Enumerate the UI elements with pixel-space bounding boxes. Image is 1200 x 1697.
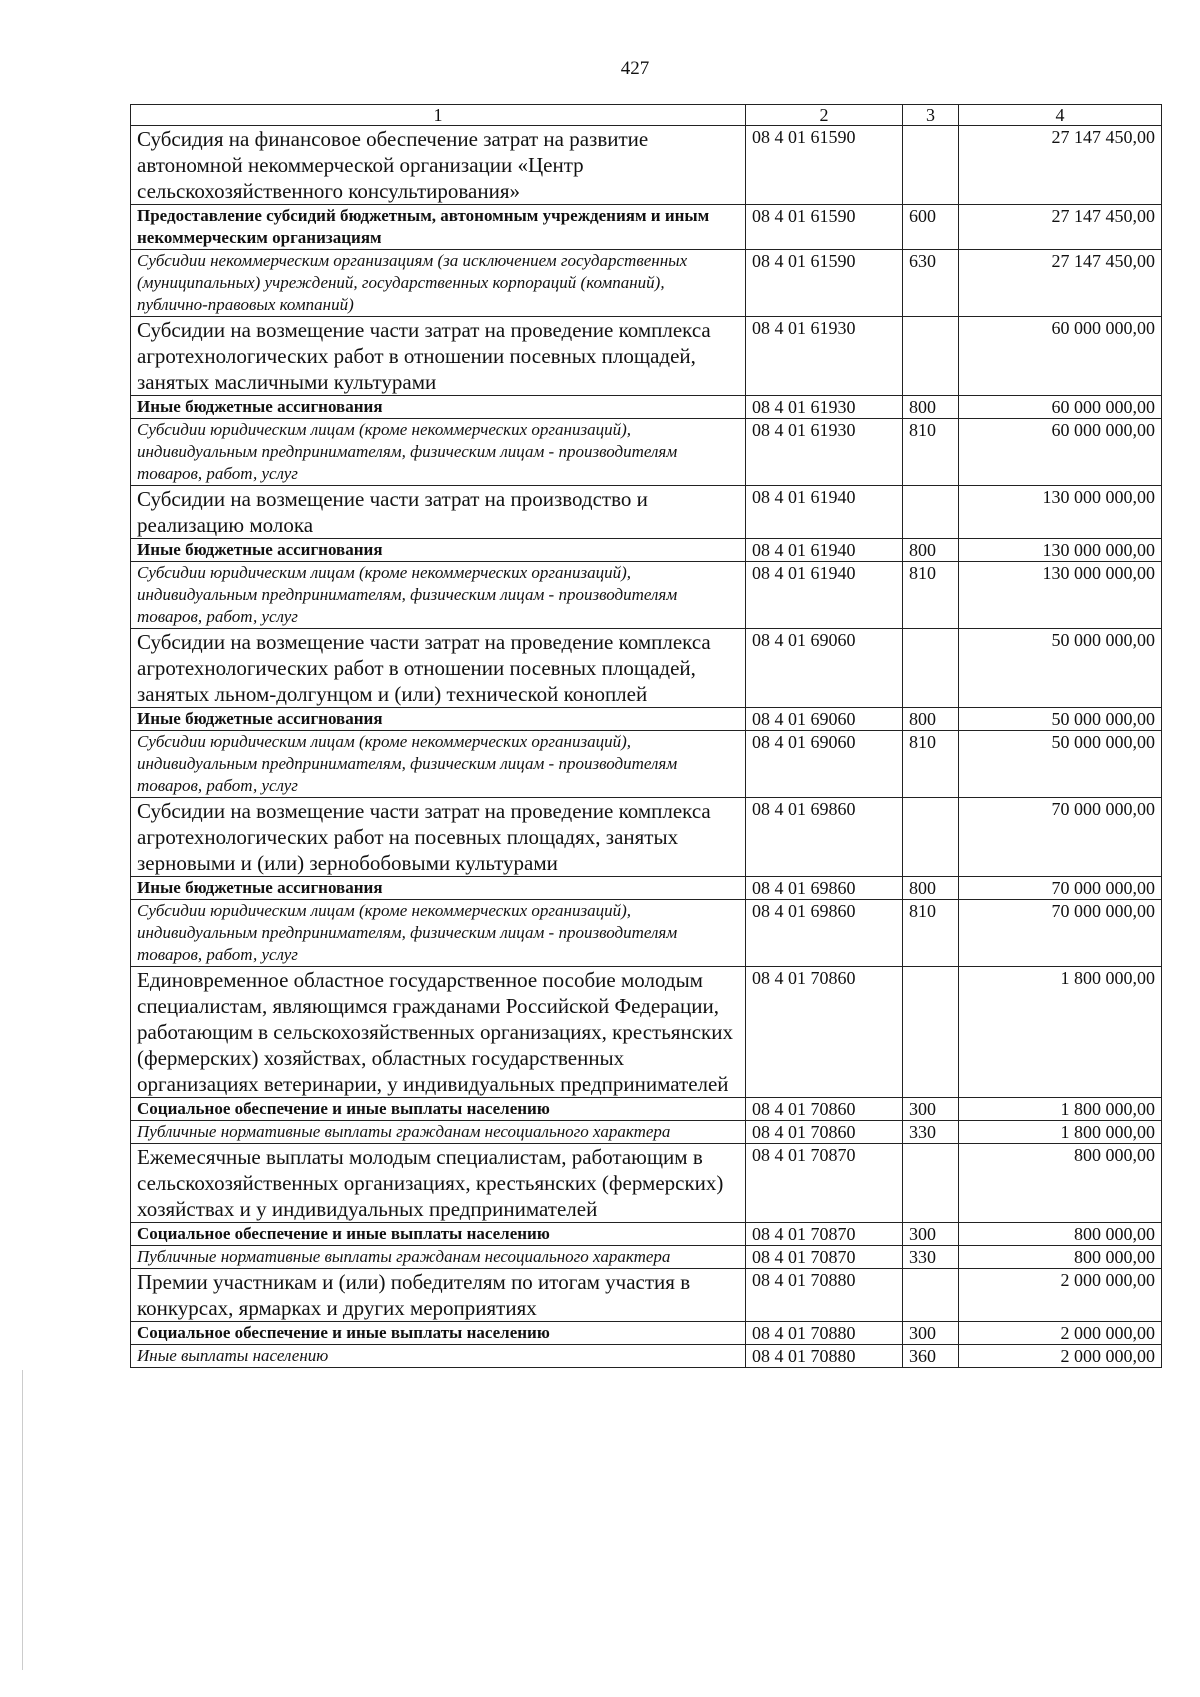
table-row — [131, 798, 1162, 877]
row-name-cell: Иные бюджетные ассигнования — [131, 539, 746, 562]
row-kind-cell — [903, 629, 959, 708]
row-name-cell: Субсидии на возмещение части затрат на проведение комплекса агротехнологических работ в отношении посевных площадей, занятых масличными культурами — [131, 317, 746, 396]
table-row — [131, 396, 1162, 419]
row-amount-cell: 70 000 000,00 — [959, 900, 1162, 967]
row-amount-cell: 130 000 000,00 — [959, 562, 1162, 629]
row-kind-cell: 810 — [903, 419, 959, 486]
row-kind-cell — [903, 967, 959, 1098]
row-name-cell: Субсидии на возмещение части затрат на проведение комплекса агротехнологических работ в отношении посевных площадей, занятых льном-долгунцом и (или) технической коноплей — [131, 629, 746, 708]
row-name-cell: Публичные нормативные выплаты гражданам несоциального характера — [131, 1121, 746, 1144]
row-name-cell: Предоставление субсидий бюджетным, автономным учреждениям и иным некоммерческим организациям — [131, 205, 746, 250]
row-kind-cell — [903, 1269, 959, 1322]
row-name-cell: Субсидии юридическим лицам (кроме некоммерческих организаций), индивидуальным предпринимателям, физическим лицам - производителям товаров, работ, услуг — [131, 562, 746, 629]
row-name-cell: Социальное обеспечение и иные выплаты населению — [131, 1223, 746, 1246]
column-header-name: 1 — [131, 105, 746, 126]
table-row — [131, 1269, 1162, 1322]
row-code-cell: 08 4 01 69060 — [746, 629, 903, 708]
row-code-cell: 08 4 01 70860 — [746, 1121, 903, 1144]
row-amount-cell: 800 000,00 — [959, 1223, 1162, 1246]
table-row — [131, 1121, 1162, 1144]
table-row — [131, 419, 1162, 486]
row-name-cell: Субсидии некоммерческим организациям (за исключением государственных (муниципальных) учреждений, государственных корпораций (компаний), публично-правовых компаний) — [131, 250, 746, 317]
row-amount-cell: 130 000 000,00 — [959, 486, 1162, 539]
row-kind-cell: 800 — [903, 708, 959, 731]
row-amount-cell: 50 000 000,00 — [959, 731, 1162, 798]
row-code-cell: 08 4 01 61940 — [746, 539, 903, 562]
row-name-cell: Социальное обеспечение и иные выплаты населению — [131, 1322, 746, 1345]
row-kind-cell: 810 — [903, 731, 959, 798]
row-name-cell: Субсидии юридическим лицам (кроме некоммерческих организаций), индивидуальным предпринимателям, физическим лицам - производителям товаров, работ, услуг — [131, 419, 746, 486]
table-row — [131, 629, 1162, 708]
row-code-cell: 08 4 01 69860 — [746, 900, 903, 967]
row-name-cell: Иные выплаты населению — [131, 1345, 746, 1368]
row-amount-cell: 60 000 000,00 — [959, 419, 1162, 486]
table-row — [131, 1246, 1162, 1269]
row-name-cell: Премии участникам и (или) победителям по итогам участия в конкурсах, ярмарках и других мероприятиях — [131, 1269, 746, 1322]
row-amount-cell: 27 147 450,00 — [959, 205, 1162, 250]
row-name-cell: Публичные нормативные выплаты гражданам несоциального характера — [131, 1246, 746, 1269]
row-code-cell: 08 4 01 61930 — [746, 419, 903, 486]
row-kind-cell: 360 — [903, 1345, 959, 1368]
budget-table — [130, 104, 1162, 1368]
column-header-kind: 3 — [903, 105, 959, 126]
row-kind-cell: 810 — [903, 900, 959, 967]
table-header-row — [131, 105, 1162, 126]
row-name-cell: Иные бюджетные ассигнования — [131, 708, 746, 731]
row-code-cell: 08 4 01 70860 — [746, 967, 903, 1098]
row-code-cell: 08 4 01 61940 — [746, 486, 903, 539]
row-kind-cell: 800 — [903, 877, 959, 900]
table-row — [131, 877, 1162, 900]
table-row — [131, 317, 1162, 396]
row-code-cell: 08 4 01 61590 — [746, 250, 903, 317]
row-name-cell: Единовременное областное государственное пособие молодым специалистам, являющимся гражданами Российской Федерации, работающим в сельскохозяйственных организациях, крестьянских (фермерских) хозяйствах, областных государственных организациях ветеринарии, у индивидуальных предпринимателей — [131, 967, 746, 1098]
row-kind-cell: 600 — [903, 205, 959, 250]
row-amount-cell: 800 000,00 — [959, 1144, 1162, 1223]
row-amount-cell: 1 800 000,00 — [959, 967, 1162, 1098]
row-name-cell: Социальное обеспечение и иные выплаты населению — [131, 1098, 746, 1121]
row-name-cell: Субсидии юридическим лицам (кроме некоммерческих организаций), индивидуальным предпринимателям, физическим лицам - производителям товаров, работ, услуг — [131, 900, 746, 967]
table-row — [131, 1345, 1162, 1368]
table-row — [131, 250, 1162, 317]
row-kind-cell: 330 — [903, 1246, 959, 1269]
row-amount-cell: 2 000 000,00 — [959, 1345, 1162, 1368]
row-code-cell: 08 4 01 61930 — [746, 317, 903, 396]
row-kind-cell — [903, 317, 959, 396]
row-name-cell: Субсидия на финансовое обеспечение затрат на развитие автономной некоммерческой организации «Центр сельскохозяйственного консультирования» — [131, 126, 746, 205]
row-code-cell: 08 4 01 70880 — [746, 1345, 903, 1368]
row-name-cell: Иные бюджетные ассигнования — [131, 877, 746, 900]
row-amount-cell: 60 000 000,00 — [959, 396, 1162, 419]
table-row — [131, 1098, 1162, 1121]
row-kind-cell: 300 — [903, 1223, 959, 1246]
row-code-cell: 08 4 01 70870 — [746, 1223, 903, 1246]
row-amount-cell: 1 800 000,00 — [959, 1121, 1162, 1144]
row-kind-cell: 300 — [903, 1098, 959, 1121]
column-header-code: 2 — [746, 105, 903, 126]
table-row — [131, 1322, 1162, 1345]
row-code-cell: 08 4 01 69860 — [746, 877, 903, 900]
table-row — [131, 1144, 1162, 1223]
row-amount-cell: 2 000 000,00 — [959, 1322, 1162, 1345]
table-row — [131, 539, 1162, 562]
row-amount-cell: 27 147 450,00 — [959, 250, 1162, 317]
table-row — [131, 967, 1162, 1098]
row-code-cell: 08 4 01 70870 — [746, 1246, 903, 1269]
row-name-cell: Субсидии юридическим лицам (кроме некоммерческих организаций), индивидуальным предпринимателям, физическим лицам - производителям товаров, работ, услуг — [131, 731, 746, 798]
table-row — [131, 1223, 1162, 1246]
table-row — [131, 486, 1162, 539]
row-amount-cell: 27 147 450,00 — [959, 126, 1162, 205]
row-code-cell: 08 4 01 69860 — [746, 798, 903, 877]
row-amount-cell: 800 000,00 — [959, 1246, 1162, 1269]
row-code-cell: 08 4 01 70870 — [746, 1144, 903, 1223]
row-code-cell: 08 4 01 70880 — [746, 1322, 903, 1345]
row-code-cell: 08 4 01 61590 — [746, 205, 903, 250]
row-name-cell: Субсидии на возмещение части затрат на производство и реализацию молока — [131, 486, 746, 539]
row-code-cell: 08 4 01 69060 — [746, 731, 903, 798]
row-kind-cell — [903, 126, 959, 205]
row-code-cell: 08 4 01 70880 — [746, 1269, 903, 1322]
row-kind-cell: 300 — [903, 1322, 959, 1345]
row-code-cell: 08 4 01 70860 — [746, 1098, 903, 1121]
row-name-cell: Иные бюджетные ассигнования — [131, 396, 746, 419]
row-amount-cell: 60 000 000,00 — [959, 317, 1162, 396]
row-kind-cell: 330 — [903, 1121, 959, 1144]
table-row — [131, 126, 1162, 205]
row-name-cell: Субсидии на возмещение части затрат на проведение комплекса агротехнологических работ на посевных площадях, занятых зерновыми и (или) зернобобовыми культурами — [131, 798, 746, 877]
column-header-amount: 4 — [959, 105, 1162, 126]
page-number: 427 — [620, 58, 650, 79]
row-kind-cell: 630 — [903, 250, 959, 317]
row-kind-cell — [903, 486, 959, 539]
row-code-cell: 08 4 01 61930 — [746, 396, 903, 419]
row-name-cell: Ежемесячные выплаты молодым специалистам, работающим в сельскохозяйственных организациях, крестьянских (фермерских) хозяйствах и у индивидуальных предпринимателей — [131, 1144, 746, 1223]
row-code-cell: 08 4 01 61940 — [746, 562, 903, 629]
row-kind-cell — [903, 798, 959, 877]
row-code-cell: 08 4 01 69060 — [746, 708, 903, 731]
row-amount-cell: 50 000 000,00 — [959, 708, 1162, 731]
row-kind-cell: 800 — [903, 396, 959, 419]
row-amount-cell: 2 000 000,00 — [959, 1269, 1162, 1322]
table-row — [131, 900, 1162, 967]
table-row — [131, 731, 1162, 798]
row-amount-cell: 70 000 000,00 — [959, 877, 1162, 900]
row-amount-cell: 1 800 000,00 — [959, 1098, 1162, 1121]
table-body — [131, 126, 1162, 1368]
row-amount-cell: 70 000 000,00 — [959, 798, 1162, 877]
row-kind-cell: 810 — [903, 562, 959, 629]
row-kind-cell: 800 — [903, 539, 959, 562]
table-row — [131, 562, 1162, 629]
margin-line — [22, 1370, 23, 1670]
row-kind-cell — [903, 1144, 959, 1223]
row-amount-cell: 130 000 000,00 — [959, 539, 1162, 562]
table-row — [131, 205, 1162, 250]
row-code-cell: 08 4 01 61590 — [746, 126, 903, 205]
row-amount-cell: 50 000 000,00 — [959, 629, 1162, 708]
table-row — [131, 708, 1162, 731]
